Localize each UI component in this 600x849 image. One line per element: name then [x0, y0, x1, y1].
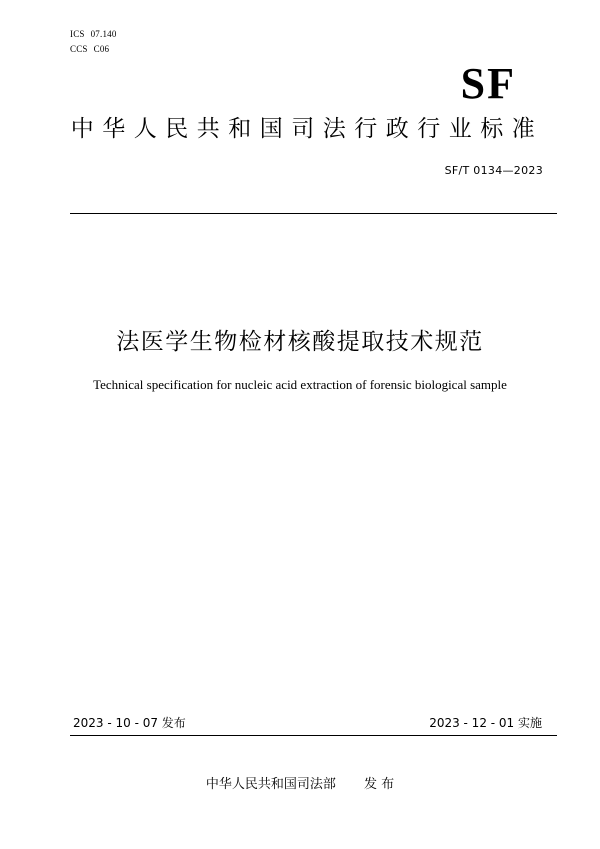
- top-divider: [70, 213, 557, 214]
- issuer-line: [0, 776, 600, 794]
- implementation-date: 2023 - 12 - 01 实施: [429, 716, 542, 730]
- ics-code-line: [70, 29, 117, 40]
- ics-code: 07.140: [90, 29, 117, 39]
- sf-logo: SF: [460, 59, 516, 108]
- document-title-en: Technical specification for nucleic acid extraction of forensic biological sample: [93, 377, 507, 392]
- bottom-divider: [70, 735, 557, 736]
- standard-number: SF/T 0134—2023: [444, 164, 543, 177]
- ccs-code-line: [70, 44, 109, 55]
- issuer-name: 中华人民共和国司法部: [205, 777, 336, 792]
- ics-label: ICS: [70, 29, 85, 39]
- standard-type-title: 中华人民共和国司法行政行业标准: [70, 116, 544, 142]
- document-title-cn: 法医学生物检材核酸提取技术规范: [116, 329, 484, 355]
- ccs-code: C06: [93, 44, 110, 54]
- ccs-label: CCS: [70, 44, 88, 54]
- issue-date: 2023 - 10 - 07 发布: [73, 716, 186, 730]
- issuer-action: 发 布: [363, 777, 395, 792]
